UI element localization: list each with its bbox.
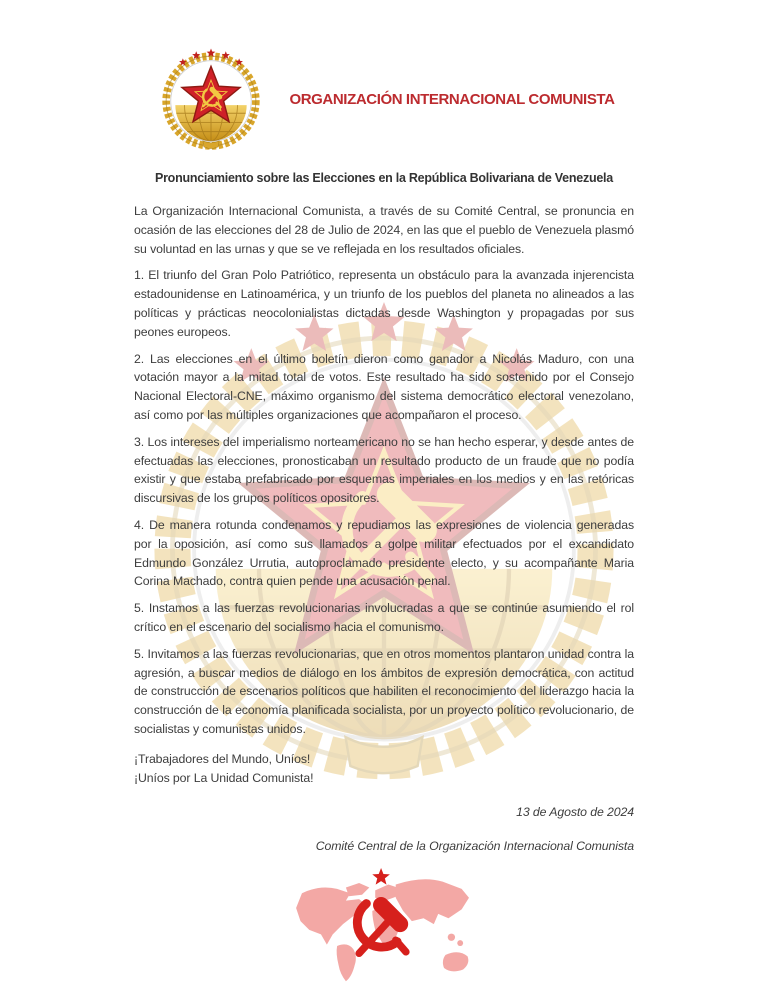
closing-slogans xyxy=(134,750,634,788)
signature: Comité Central de la Organización Internacional Comunista xyxy=(315,839,634,854)
slogan-unity: ¡Uníos por La Unidad Comunista! xyxy=(134,770,314,785)
paragraph-point-5b: 5. Invitamos a las fuerzas revolucionarias, que en otros momentos plantaron unidad contra la agresión, a buscar medios de diálogo en los ámbitos de expresión democrática, con actitud de construcción de escenarios políticos que habiliten el reconocimiento del liderazgo hacia la construcción de la economía planificada socialista, por un proyecto político revolucionario, de socialistas y comunistas unidos. xyxy=(134,646,634,736)
organization-title: ORGANIZACIÓN INTERNACIONAL COMUNISTA xyxy=(289,90,615,108)
paragraph-intro: La Organización Internacional Comunista, a través de su Comité Central, se pronuncia en ocasión de las elecciones del 28 de Julio de 2024, en las que el pueblo de Venezuela plasmó su voluntad en las urnas y que se ve reflejada en los resultados oficiales. xyxy=(134,204,634,256)
document-body xyxy=(134,202,634,856)
red-star-icon xyxy=(372,868,390,885)
document-title: Pronunciamiento sobre las Elecciones en la República Bolivariana de Venezuela xyxy=(154,171,613,185)
paragraph-point-2: 2. Las elecciones en el último boletín dieron como ganador a Nicolás Maduro, con una votación mayor a la mitad total de votos. Este resultado ha sido sostenido por el Consejo Nacional Electoral-CNE, máximo organismo del sistema democrático electoral venezolano, así como por las múltiples organizaciones que acompañaron el proceso. xyxy=(134,351,634,422)
paragraph-point-3: 3. Los intereses del imperialismo norteamericano no se han hecho esperar, y desde antes de efectuadas las elecciones, pronosticaban un resultado producto de un fraude que no podía existir y que estaba prefabricado por esquemas imperiales en los medios y en las retóricas discursivas de los grupos políticos opositores. xyxy=(134,434,634,506)
slogan-workers: ¡Trabajadores del Mundo, Uníos! xyxy=(134,751,311,766)
hammer-sickle-icon xyxy=(357,904,406,954)
paragraph-point-5a: 5. Instamos a las fuerzas revolucionarias involucradas a que se continúe asumiendo el rol crítico en el escenario del socialismo hacia el comunismo. xyxy=(134,601,634,634)
document-date: 13 de Agosto de 2024 xyxy=(516,805,634,820)
paragraph-point-4: 4. De manera rotunda condenamos y repudiamos las expresiones de violencia generadas por la oposición, así como sus llamados a golpe militar efectuados por el excandidato Edmundo González Urrutia, autoproclamado presidente electo, y su acompañante Maria Corina Machado, contra quien pende una acusación penal. xyxy=(134,517,634,589)
paragraph-point-1: 1. El triunfo del Gran Polo Patriótico, representa un obstáculo para la avanzada injerencista estadounidense en Latinoamérica, y un triunfo de los pueblos del planeta no alineados a las políticas y prácticas neocolonialistas dictadas desde Washington y propagadas por sus peones europeos. xyxy=(134,268,634,339)
communist-emblem-icon xyxy=(158,46,264,152)
letterhead xyxy=(0,0,768,152)
world-map-hammer-sickle-icon xyxy=(285,864,483,990)
